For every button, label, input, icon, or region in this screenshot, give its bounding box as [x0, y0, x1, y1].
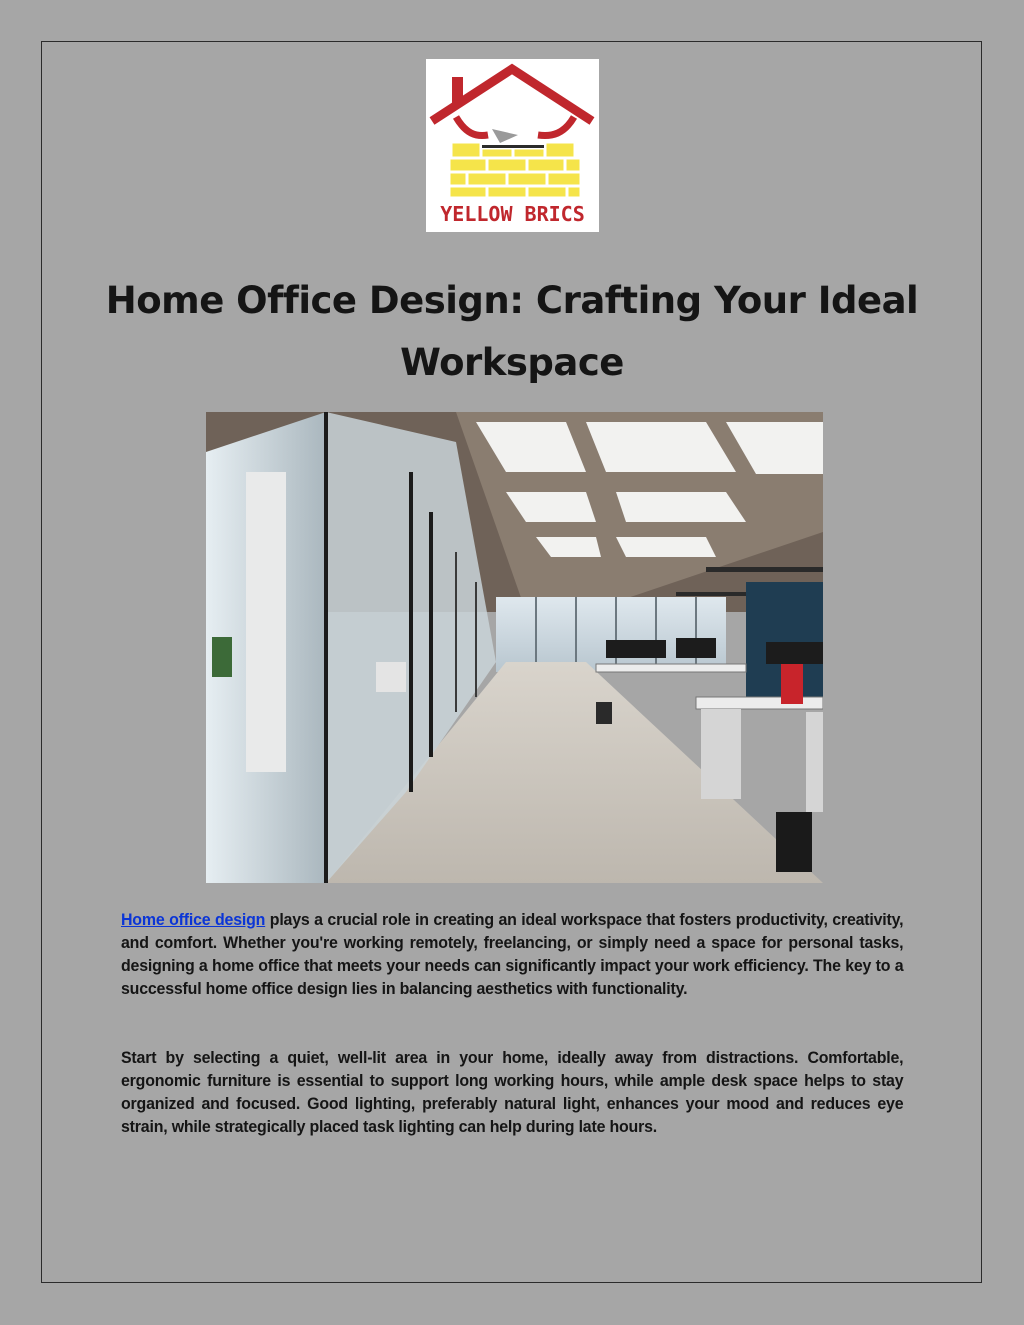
- logo-wordmark: YELLOW BRICS: [440, 202, 585, 226]
- paragraph-1-text: plays a crucial role in creating an ideal workspace that fosters productivity, creativity, and comfort. Whether you're working remotely, freelancing, or simply need a space for personal tasks, designing a home office that meets your needs can significantly impact your work efficiency. The key to a successful home office design lies in balancing aesthetics with functionality.: [121, 910, 904, 998]
- office-photo: [206, 412, 823, 883]
- paragraph-1: [121, 908, 903, 1000]
- article-title: Home Office Design: Crafting Your Ideal Workspace: [105, 279, 919, 384]
- home-office-design-link[interactable]: Home office design: [121, 910, 266, 929]
- yellow-brics-logo: [426, 59, 599, 232]
- paragraph-2: Start by selecting a quiet, well-lit area in your home, ideally away from distractions. Comfortable, ergonomic furniture is essential to support long working hours, while ample desk space helps to stay organized and focused. Good lighting, preferably natural light, enhances your mood and reduces eye strain, while strategically placed task lighting can help during late hours.: [121, 1048, 904, 1136]
